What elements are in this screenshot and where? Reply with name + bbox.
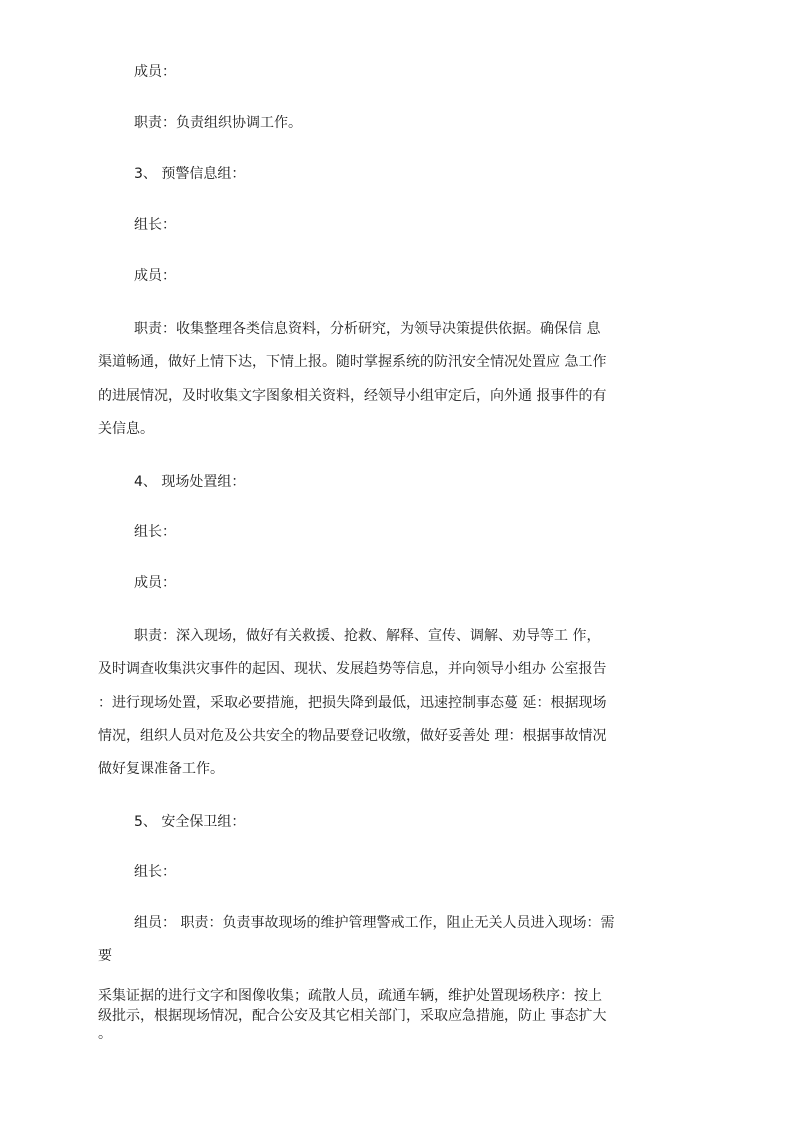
section-heading: 3、 预警信息组： <box>134 166 246 182</box>
paragraph-line: 要 <box>98 948 112 964</box>
paragraph-line: 做好复课准备工作。 <box>98 761 224 777</box>
paragraph-line: 级批示，根据现场情况，配合公安及其它相关部门，采取应急措施，防止 事态扩大 <box>98 1008 607 1024</box>
paragraph-line: 组长： <box>134 864 176 880</box>
paragraph-line: 职责：负责组织协调工作。 <box>134 115 302 131</box>
paragraph-line: 。 <box>98 1026 112 1042</box>
paragraph-line: 职责：深入现场，做好有关救援、抢救、解释、宣传、调解、劝导等工 作， <box>134 628 601 644</box>
paragraph-line: 组长： <box>134 524 176 540</box>
paragraph-line: 及时调查收集洪灾事件的起因、现状、发展趋势等信息，并向领导小组办 公室报告 <box>98 661 607 677</box>
paragraph-line: 情况，组织人员对危及公共安全的物品要登记收缴，做好妥善处 理：根据事故情况 <box>98 728 607 744</box>
paragraph-line: 成员： <box>134 64 176 80</box>
paragraph-line: 成员： <box>134 575 176 591</box>
section-heading: 5、 安全保卫组： <box>134 814 246 830</box>
paragraph-line: 采集证据的进行文字和图像收集；疏散人员，疏通车辆，维护处置现场秩序：按上 <box>98 988 602 1004</box>
paragraph-line: 职责：收集整理各类信息资料，分析研究，为领导决策提供依据。确保信 息 <box>134 321 601 337</box>
paragraph-line: 成员： <box>134 268 176 284</box>
paragraph-line: 关信息。 <box>98 421 154 437</box>
paragraph-line: 的进展情况，及时收集文字图象相关资料，经领导小组审定后，向外通 报事件的有 <box>98 388 607 404</box>
paragraph-line: 组员： 职责：负责事故现场的维护管理警戒工作，阻止无关人员进入现场：需 <box>134 915 615 931</box>
paragraph-line: 渠道畅通，做好上情下达，下情上报。随时掌握系统的防汛安全情况处置应 急工作 <box>98 354 607 370</box>
paragraph-line: 组长： <box>134 217 176 233</box>
paragraph-line: ：进行现场处置，采取必要措施，把损失降到最低，迅速控制事态蔓 延：根据现场 <box>98 695 607 711</box>
section-heading: 4、 现场处置组： <box>134 474 246 490</box>
